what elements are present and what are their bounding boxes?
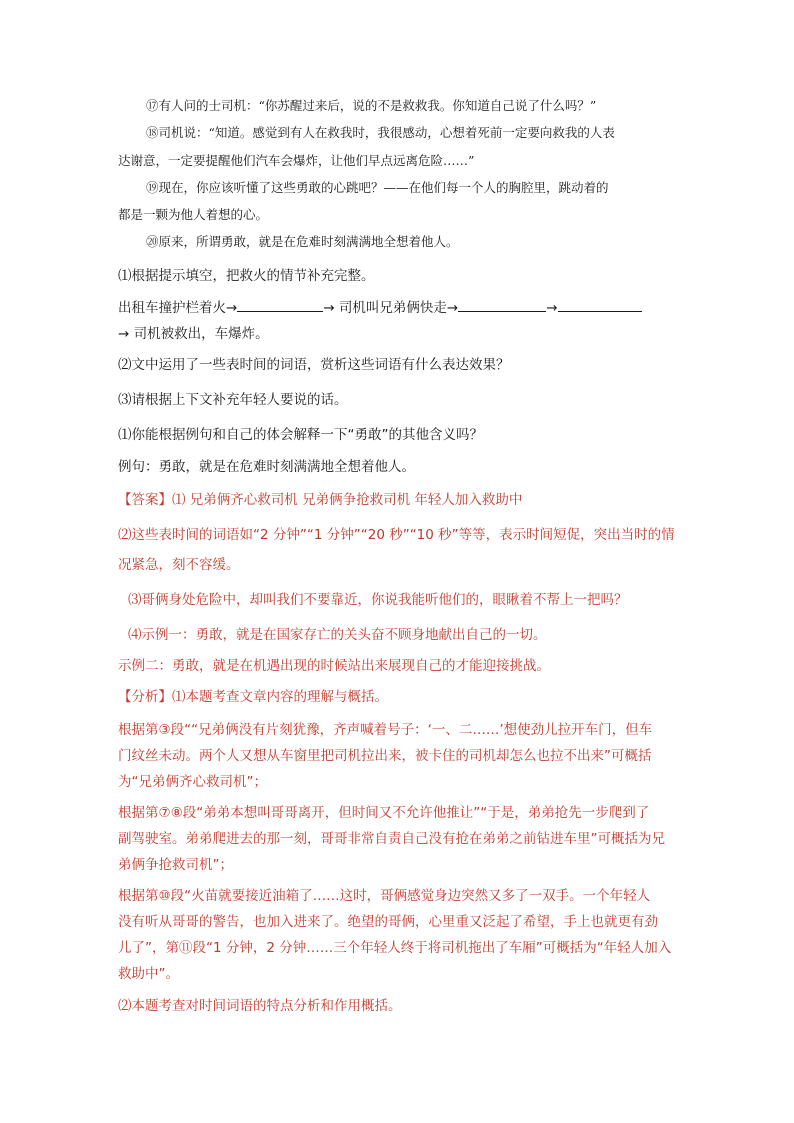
paragraph-number: ⑩ xyxy=(158,888,171,904)
analysis-block3-line2: 没有听从哥哥的警告，也加入进来了。绝望的哥俩，心里重又泛起了希望，手上也就更有劲 xyxy=(118,914,658,930)
chain-arrow: → xyxy=(546,300,558,316)
question-1-chain-line1 xyxy=(118,299,642,316)
story-paragraph-19-line1 xyxy=(146,180,609,196)
analysis-block2-line1 xyxy=(118,805,649,821)
analysis-block2-line2: 副驾驶室。弟弟爬进去的那一刻，哥哥非常自责自己没有抢在弟弟之前钻进车里”可概括为兄 xyxy=(118,831,665,847)
analysis-text: 段“1 分钟，2 分钟……三个年轻人终于将司机拖出了车厢”可概括为“年轻人加入 xyxy=(192,940,672,956)
analysis-text: 段““兄弟俩没有片刻犹豫，齐声喊着号子：‘一、二……’想使劲儿拉开车门，但车 xyxy=(170,722,653,738)
analysis-intro xyxy=(118,689,388,705)
answer-4-line2: 示例二：勇敢，就是在机遇出现的时候站出来展现自己的才能迎接挑战。 xyxy=(118,658,550,674)
paragraph-text: 有人问的士司机：“你苏醒过来后，说的不是救救我。你知道自己说了什么吗？” xyxy=(158,98,597,113)
story-paragraph-17 xyxy=(146,98,596,114)
answer-1 xyxy=(118,492,522,508)
analysis-block1-line3: 为“兄弟俩齐心救司机”； xyxy=(118,774,267,790)
story-paragraph-18-line2: 达谢意，一定要提醒他们汽车会爆炸，让他们早点远离危险……” xyxy=(118,153,475,168)
analysis-prefix: 根据第 xyxy=(118,805,159,821)
story-paragraph-20 xyxy=(146,234,459,250)
story-paragraph-19-line2: 都是一颗为他人着想的心。 xyxy=(118,207,269,222)
analysis-block1-line1 xyxy=(118,722,652,738)
question-1-chain-line2: → 司机被救出，车爆炸。 xyxy=(118,326,269,342)
answer-3: ⑶哥俩身处危险中，却叫我们不要靠近，你说我能听他们的，眼瞅着不帮上一把吗？ xyxy=(128,592,628,608)
analysis-part2: ⑵本题考查对时间词语的特点分析和作用概括。 xyxy=(118,998,402,1014)
example-sentence: 例句：勇敢，就是在危难时刻满满地全想着他人。 xyxy=(118,459,415,475)
paragraph-number: ⑳ xyxy=(146,234,159,249)
paragraph-number: ⑲ xyxy=(146,180,159,195)
story-paragraph-18-line1 xyxy=(146,125,615,141)
paragraph-number: ⑪ xyxy=(179,940,193,956)
analysis-tag: 【分析】 xyxy=(118,689,172,705)
answer-2-line1: ⑵这些表时间的词语如“2 分钟”“1 分钟”“20 秒”“10 秒”等等，表示时间短促，突出当时的情 xyxy=(118,527,675,543)
fill-blank-3[interactable] xyxy=(558,299,642,312)
answer-tag: 【答案】 xyxy=(118,492,172,508)
analysis-text: 段“火苗就要接近油箱了……这时，哥俩感觉身边突然又多了一双手。一个年轻人 xyxy=(170,888,651,904)
paragraph-number: ⑦ xyxy=(158,805,171,821)
analysis-block3-line1 xyxy=(118,888,650,904)
paragraph-number: ⑧ xyxy=(170,805,183,821)
analysis-prefix: 根据第 xyxy=(118,722,159,738)
analysis-block3-line3 xyxy=(118,940,671,956)
paragraph-number: ⑰ xyxy=(146,98,159,113)
analysis-text: 段“弟弟本想叫哥哥离开，但时间又不允许他推让”“于是，弟弟抢先一步爬到了 xyxy=(182,805,650,821)
analysis-text: ⑴本题考查文章内容的理解与概括。 xyxy=(172,689,388,705)
answer-4-line1: ⑷示例一：勇敢，就是在国家存亡的关头奋不顾身地献出自己的一切。 xyxy=(128,627,547,643)
answer-text: ⑴ 兄弟俩齐心救司机 兄弟俩争抢救司机 年轻人加入救助中 xyxy=(172,492,523,508)
paragraph-number: ③ xyxy=(158,722,171,738)
answer-2-line2: 况紧急，刻不容缓。 xyxy=(118,557,240,573)
paragraph-number: ⑱ xyxy=(146,125,159,140)
question-3: ⑶请根据上下文补充年轻人要说的话。 xyxy=(118,392,348,408)
chain-step: → 司机叫兄弟俩快走→ xyxy=(323,300,459,316)
analysis-prefix: 根据第 xyxy=(118,888,159,904)
question-2: ⑵文中运用了一些表时间的词语，赏析这些词语有什么表达效果？ xyxy=(118,357,510,373)
fill-blank-1[interactable] xyxy=(237,299,323,312)
question-4: ⑴你能根据例句和自己的体会解释一下“勇敢”的其他含义吗？ xyxy=(118,427,483,443)
paragraph-text: 司机说：“知道。感觉到有人在救我时，我很感动，心想着死前一定要向救我的人表 xyxy=(158,125,615,140)
analysis-block3-line4: 救助中”。 xyxy=(118,966,179,982)
chain-step: 出租车撞护栏着火→ xyxy=(118,300,238,316)
analysis-block2-line3: 弟俩争抢救司机”； xyxy=(118,857,233,873)
question-1: ⑴根据提示填空，把救火的情节补充完整。 xyxy=(118,268,375,284)
analysis-block1-line2: 门纹丝未动。两个人又想从车窗里把司机拉出来，被卡住的司机却怎么也拉不出来”可概括 xyxy=(118,748,652,764)
analysis-text: 儿了”，第 xyxy=(118,940,179,956)
paragraph-text: 现在，你应该听懂了这些勇敢的心跳吧？——在他们每一个人的胸腔里，跳动着的 xyxy=(158,180,609,195)
paragraph-text: 原来，所谓勇敢，就是在危难时刻满满地全想着他人。 xyxy=(158,234,459,249)
fill-blank-2[interactable] xyxy=(458,299,546,312)
